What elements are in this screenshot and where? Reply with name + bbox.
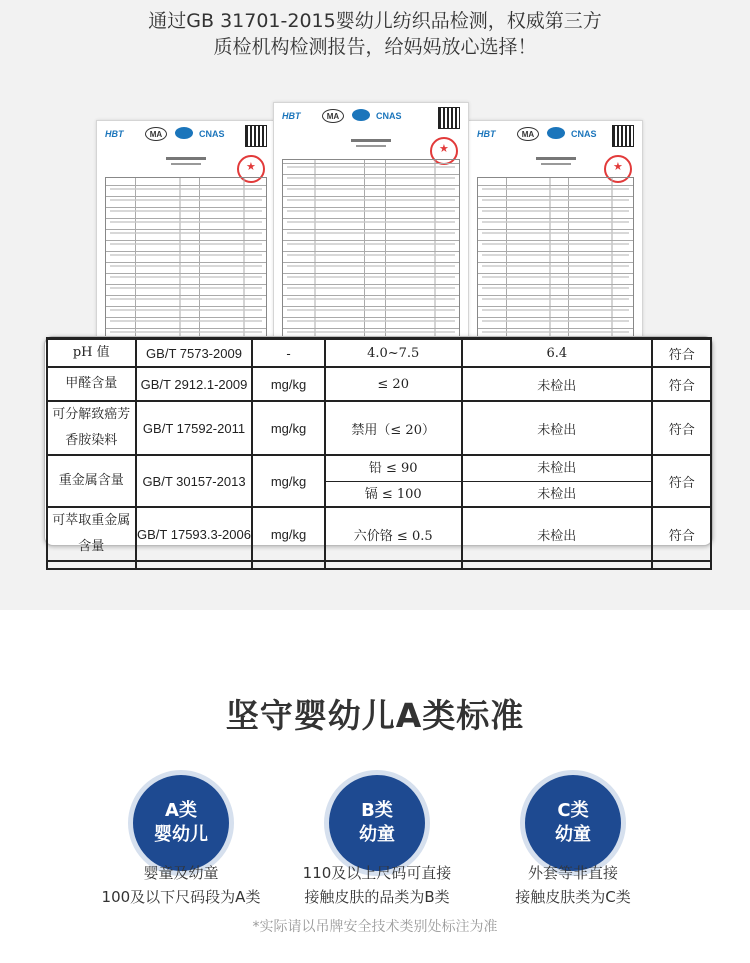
report-title: [469, 155, 642, 169]
item-cell: 甲醛含量: [47, 367, 136, 401]
ma-logo-icon: MA: [145, 127, 167, 141]
hbt-logo-icon: HBT: [105, 129, 124, 139]
report-table: [105, 177, 267, 341]
limit-cell: 4.0~7.5: [325, 339, 462, 368]
table-row: [47, 339, 711, 368]
verdict-cell: 符合: [652, 367, 711, 401]
badge-line-2: 婴幼儿: [154, 824, 208, 845]
table-row: [47, 367, 711, 401]
qr-code-icon: [245, 125, 267, 147]
standard-cell: GB/T 30157-2013: [136, 455, 253, 507]
table-row: [47, 561, 711, 569]
section-heading: 坚守婴幼儿A类标准: [225, 696, 525, 735]
table-row: [47, 401, 711, 455]
item-line-1: 可分解致癌芳: [52, 407, 131, 422]
table-row: [47, 507, 711, 561]
badge-line-1: A类: [165, 800, 197, 821]
standard-cell: GB/T 7573-2009: [136, 339, 253, 368]
item-cell: [47, 401, 136, 455]
hbt-logo-icon: HBT: [282, 111, 301, 121]
test-report-left: [96, 120, 276, 350]
limit-cadmium: 镉 ≤ 100: [326, 481, 461, 506]
desc-line-2: 接触皮肤的品类为B类: [304, 888, 450, 906]
report-logos: [282, 109, 460, 127]
intro-line-2: 质检机构检测报告，给妈妈放心选择！: [213, 36, 537, 58]
badge-line-2: 幼童: [555, 824, 591, 845]
report-title: [274, 137, 468, 151]
limit-cell: 禁用（≤ 20）: [325, 401, 462, 455]
limit-cell: [325, 455, 462, 507]
test-results-table-panel: [44, 336, 713, 554]
result-lead: 未检出: [537, 461, 577, 476]
badge-line-2: 幼童: [359, 824, 395, 845]
report-table: [282, 159, 460, 341]
limit-cell: ≤ 20: [325, 367, 462, 401]
ilac-logo-icon: [175, 127, 193, 139]
item-line-1: 可萃取重金属: [52, 513, 131, 528]
ilac-logo-icon: [547, 127, 565, 139]
report-title: [97, 155, 275, 169]
desc-line-1: 110及以上尺码可直接: [302, 864, 452, 882]
limit-lead: 铅 ≤ 90: [368, 461, 418, 476]
result-cadmium: 未检出: [463, 481, 651, 506]
item-line-2: 香胺染料: [65, 433, 118, 448]
desc-line-2: 接触皮肤类为C类: [515, 888, 631, 906]
result-cell: [462, 455, 652, 507]
category-a-description: [71, 861, 291, 909]
cnas-logo-icon: CNAS: [571, 129, 597, 139]
qr-code-icon: [438, 107, 460, 129]
cnas-logo-icon: CNAS: [199, 129, 225, 139]
verdict-cell: 符合: [652, 401, 711, 455]
item-cell: 重金属含量: [47, 455, 136, 507]
test-report-center: [273, 102, 469, 350]
category-b-description: [267, 861, 487, 909]
standard-cell: GB/T 17593.3-2006: [136, 507, 253, 561]
unit-cell: mg/kg: [252, 507, 324, 561]
result-cell: 未检出: [462, 367, 652, 401]
test-report-right: [468, 120, 643, 350]
unit-cell: -: [252, 339, 324, 368]
intro-text: [0, 8, 750, 60]
verdict-cell: 符合: [652, 507, 711, 561]
result-cell: 未检出: [462, 401, 652, 455]
hbt-logo-icon: HBT: [477, 129, 496, 139]
badge-line-1: B类: [361, 800, 393, 821]
item-cell: pH 值: [47, 339, 136, 368]
desc-line-1: 外套等非直接: [527, 864, 618, 882]
qr-code-icon: [612, 125, 634, 147]
footnote: *实际请以吊牌安全技术类别处标注为准: [252, 919, 498, 935]
test-results-table: [46, 337, 712, 570]
result-cell: 6.4: [462, 339, 652, 368]
badge-line-1: C类: [557, 800, 589, 821]
verdict-cell: 符合: [652, 339, 711, 368]
category-c-description: [463, 861, 683, 909]
item-cell: [47, 507, 136, 561]
limit-cell: 六价铬 ≤ 0.5: [325, 507, 462, 561]
table-row: [47, 455, 711, 507]
result-cell: 未检出: [462, 507, 652, 561]
standard-cell: GB/T 2912.1-2009: [136, 367, 253, 401]
unit-cell: mg/kg: [252, 367, 324, 401]
report-logos: [477, 127, 634, 145]
report-table: [477, 177, 634, 341]
intro-line-1: 通过GB 31701-2015婴幼儿纺织品检测，权威第三方: [148, 10, 602, 32]
unit-cell: mg/kg: [252, 401, 324, 455]
verdict-cell: 符合: [652, 455, 711, 507]
ma-logo-icon: MA: [322, 109, 344, 123]
ilac-logo-icon: [352, 109, 370, 121]
unit-cell: mg/kg: [252, 455, 324, 507]
report-logos: [105, 127, 267, 145]
desc-line-1: 婴童及幼童: [143, 864, 219, 882]
desc-line-2: 100及以下尺码段为A类: [101, 888, 261, 906]
ma-logo-icon: MA: [517, 127, 539, 141]
standard-cell: GB/T 17592-2011: [136, 401, 253, 455]
item-line-2: 含量: [78, 539, 105, 554]
cnas-logo-icon: CNAS: [376, 111, 402, 121]
